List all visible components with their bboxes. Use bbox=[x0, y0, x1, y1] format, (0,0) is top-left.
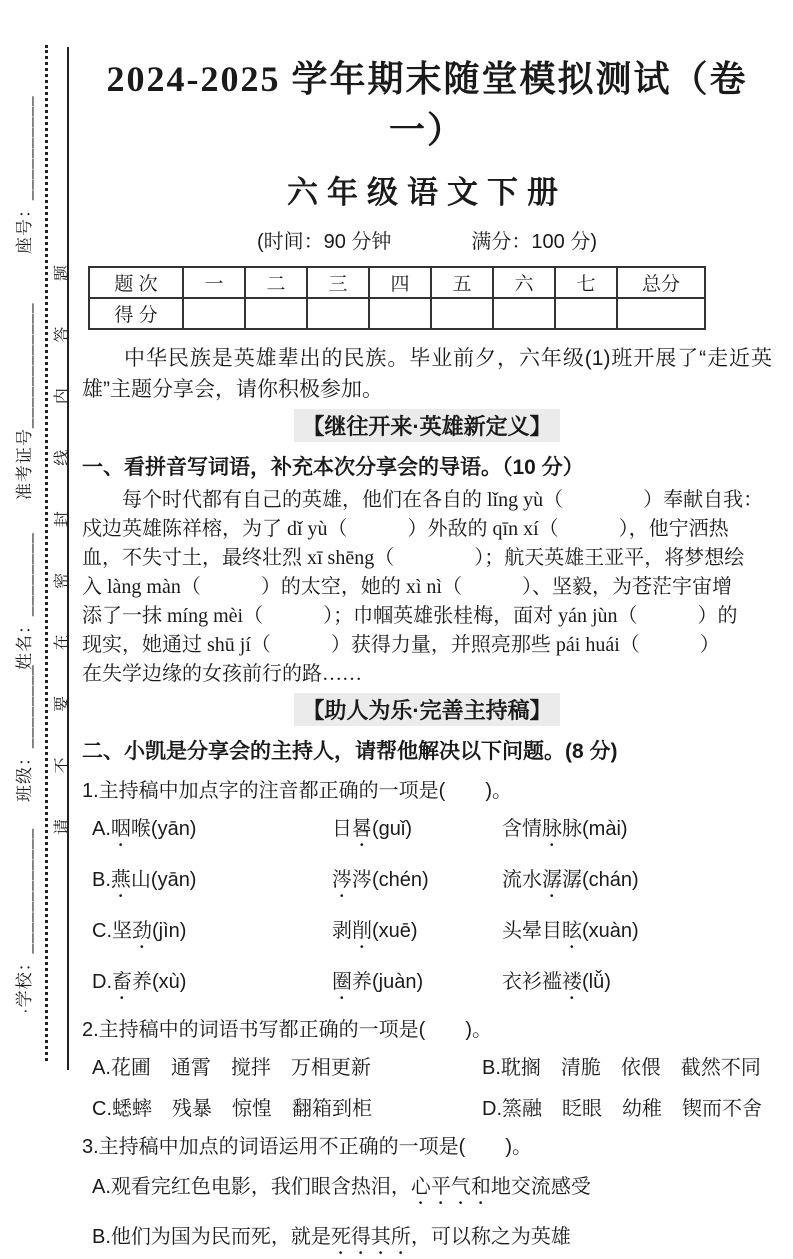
score-blank-cell bbox=[493, 298, 555, 329]
q3-option-a: A.观看完红色电影，我们眼含热泪，心平气和地交流感受 bbox=[92, 1176, 591, 1198]
class-field: 班级：________ bbox=[15, 664, 34, 802]
score-table-cell: 四 bbox=[369, 267, 431, 298]
q2-option-d: D.篜融 眨眼 幼稚 锲而不舍 bbox=[482, 1098, 762, 1120]
pinyin-line: 血，不失寸土，最终壮烈 xī shēng（ ）；航天英雄王亚平，将梦想绘 bbox=[82, 547, 745, 569]
q1-stem: 1.主持稿中加点字的注音都正确的一项是( )。 bbox=[82, 780, 512, 802]
margin-student-fields bbox=[3, 40, 37, 1060]
score-table-cell: 三 bbox=[307, 267, 369, 298]
score-table-cell: 六 bbox=[493, 267, 555, 298]
section-badge-1: 【继往开来·英雄新定义】 bbox=[294, 409, 559, 442]
seal-char: 密 bbox=[54, 572, 71, 589]
score-table-cell: 题 次 bbox=[89, 267, 183, 298]
q3-stem: 3.主持稿中加点的词语运用不正确的一项是( )。 bbox=[82, 1136, 532, 1158]
seal-char: 请 bbox=[54, 818, 71, 835]
seal-char: 内 bbox=[54, 388, 71, 405]
q1-option-b-1: B.燕山(yān) bbox=[92, 869, 197, 891]
pinyin-line: 戍边英雄陈祥榕，为了 dǐ yù（ ）外敌的 qīn xí（ ），他宁洒热 bbox=[82, 518, 729, 540]
q1-option-b-2: 涔涔(chén) bbox=[332, 869, 429, 891]
score-label-cell: 得 分 bbox=[89, 298, 183, 329]
seal-dotted-line bbox=[45, 45, 48, 1061]
score-blank-cell bbox=[617, 298, 705, 329]
q3-option-b: B.他们为国为民而死，就是死得其所，可以称之为英雄 bbox=[92, 1226, 571, 1248]
score-blank-cell bbox=[183, 298, 245, 329]
score-table-cell: 一 bbox=[183, 267, 245, 298]
score-blank-cell bbox=[555, 298, 617, 329]
exam-number-field: 准考证号____________ bbox=[15, 302, 34, 500]
intro-paragraph: 中华民族是英雄辈出的民族。毕业前夕，六年级(1)班开展了“走近英雄”主题分享会，请你积极参加。 bbox=[82, 347, 772, 401]
q1-option-d-2: 圈养(juàn) bbox=[332, 971, 424, 993]
pinyin-paragraph bbox=[82, 486, 772, 689]
q1-options bbox=[92, 812, 772, 1004]
school-field: ·学校：____________ bbox=[15, 827, 34, 1014]
exam-content bbox=[82, 45, 772, 1259]
seal-char: 在 bbox=[54, 634, 71, 651]
pinyin-line: 每个时代都有自己的英雄，他们在各自的 lǐng yù（ ）奉献自我： bbox=[122, 489, 764, 511]
q2-option-b: B.耽搁 清脆 依偎 截然不同 bbox=[482, 1057, 761, 1079]
q1-option-a-3: 含情脉脉(mài) bbox=[502, 818, 628, 840]
score-blank-cell bbox=[431, 298, 493, 329]
seal-char: 题 bbox=[54, 265, 71, 282]
q1-option-d-1: D.畜养(xù) bbox=[92, 971, 187, 993]
q1-option-c-3: 头晕目眩(xuàn) bbox=[502, 920, 639, 942]
seal-char: 封 bbox=[54, 511, 71, 528]
seal-line-warning bbox=[49, 40, 71, 1060]
seal-char: 答 bbox=[54, 326, 71, 343]
q1-option-d-3: 衣衫褴褛(lǚ) bbox=[502, 971, 611, 993]
score-table bbox=[88, 266, 706, 330]
q1-option-a-1: A.咽喉(yān) bbox=[92, 818, 197, 840]
pinyin-line: 在失学边缘的女孩前行的路…… bbox=[82, 663, 362, 685]
q1-option-c-1: C.坚劲(jìn) bbox=[92, 920, 187, 942]
pinyin-line: 添了一抹 míng mèi（ ）；巾帼英雄张桂梅，面对 yán jùn（ ）的 bbox=[82, 605, 738, 627]
pinyin-line: 入 làng màn（ ）的太空，她的 xì nì（ ）、坚毅，为苍茫宇宙增 bbox=[82, 576, 732, 598]
section-2-title: 二、小凯是分享会的主持人，请帮他解决以下问题。(8 分) bbox=[82, 740, 618, 763]
seal-char: 不 bbox=[54, 757, 71, 774]
q2-option-a: A.花圃 通霄 搅拌 万相更新 bbox=[92, 1057, 371, 1079]
time-score-info: (时间：90 分钟 满分：100 分) bbox=[256, 231, 598, 253]
score-table-cell: 五 bbox=[431, 267, 493, 298]
q2-options bbox=[92, 1051, 772, 1121]
name-field: 姓名：________ bbox=[15, 532, 34, 670]
score-table-cell: 二 bbox=[245, 267, 307, 298]
page-title: 2024-2025 学年期末随堂模拟测试（卷一） bbox=[106, 59, 748, 150]
score-table-cell: 总分 bbox=[617, 267, 705, 298]
page-subtitle: 六年级语文下册 bbox=[287, 175, 567, 210]
section-badge-2: 【助人为乐·完善主持稿】 bbox=[294, 693, 559, 726]
score-blank-cell bbox=[245, 298, 307, 329]
seat-number-field: 座号：__________ bbox=[15, 95, 34, 254]
seal-char: 要 bbox=[54, 695, 71, 712]
score-table-header-row bbox=[89, 267, 705, 298]
seal-char: 线 bbox=[54, 449, 71, 466]
q1-option-c-2: 剥削(xuē) bbox=[332, 920, 418, 942]
score-table-score-row bbox=[89, 298, 705, 329]
pinyin-line: 现实，她通过 shū jí（ ）获得力量，并照亮那些 pái huái（ ） bbox=[82, 634, 720, 656]
score-blank-cell bbox=[307, 298, 369, 329]
q1-option-a-2: 日晷(guǐ) bbox=[332, 818, 413, 840]
q1-option-b-3: 流水潺潺(chán) bbox=[502, 869, 639, 891]
q2-stem: 2.主持稿中的词语书写都正确的一项是( )。 bbox=[82, 1019, 492, 1041]
section-1-title: 一、看拼音写词语，补充本次分享会的导语。（10 分） bbox=[82, 456, 584, 479]
score-table-cell: 七 bbox=[555, 267, 617, 298]
q2-option-c: C.蟋蟀 残暴 惊惶 翻箱到柜 bbox=[92, 1098, 372, 1120]
score-blank-cell bbox=[369, 298, 431, 329]
